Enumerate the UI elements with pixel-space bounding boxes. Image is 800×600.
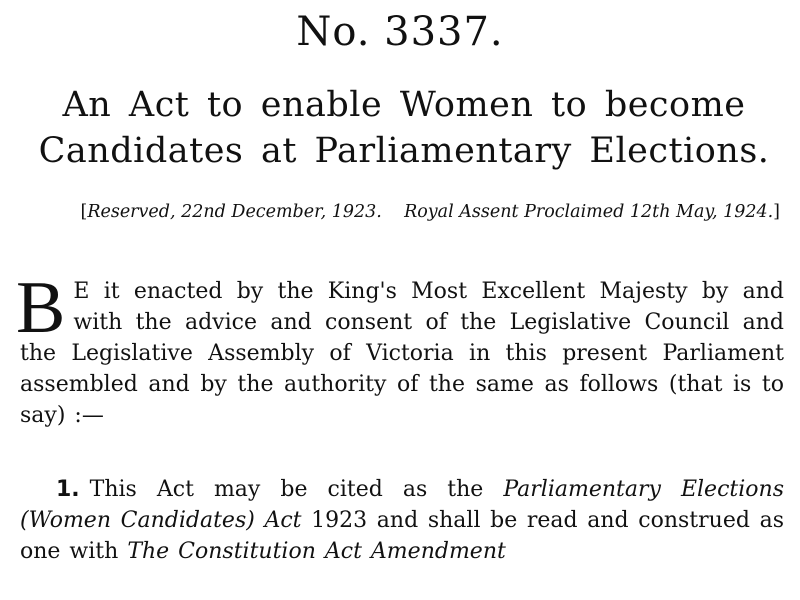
section-1 xyxy=(20,474,784,567)
section-text-b: 1923 and shall be read and construed as one with xyxy=(20,508,784,564)
reserved-open-bracket: [ xyxy=(80,202,88,222)
act-title: An Act to enable Women to become Candidates at Parliamentary Elections. xyxy=(38,85,770,171)
drop-cap-letter: B xyxy=(16,267,66,349)
referenced-act: The Constitution Act Amendment xyxy=(127,539,506,564)
royal-assent-date: Royal Assent Proclaimed 12th May, 1924. xyxy=(404,202,774,222)
section-text-a: This Act may be cited as the xyxy=(89,477,484,502)
reserved-note xyxy=(30,200,780,225)
act-number: No. 3337. xyxy=(296,9,504,55)
enacting-clause xyxy=(16,267,784,431)
reserved-date: Reserved, 22nd December, 1923. xyxy=(87,202,382,222)
reserved-close-bracket: ] xyxy=(773,202,780,222)
short-title: Parliamentary Elections (Women Candidates) Act xyxy=(20,477,784,533)
enacting-clause-text: E it enacted by the King's Most Excellent Majesty by and with the advice and consent of the Legislative Council and the Legislative Assembly of Victoria in this present Parliament assembled and by the authority of the same as follows (that is to say) :— xyxy=(20,279,784,428)
section-number: 1. xyxy=(56,477,80,502)
